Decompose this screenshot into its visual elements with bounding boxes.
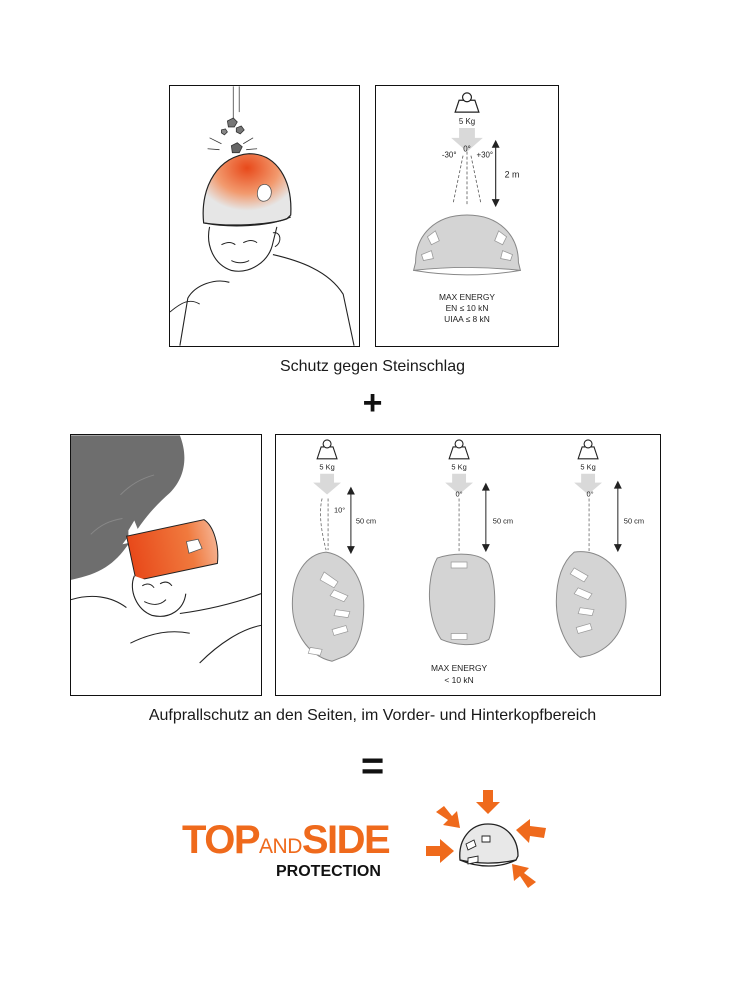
helmet-front-tilted-view (429, 554, 494, 645)
test1-weight-label: 5 Kg (319, 462, 335, 472)
drop-height-label: 2 m (504, 169, 520, 180)
helmet-impact-icon (426, 790, 546, 890)
rockfall-illustration (170, 86, 359, 346)
angle-left-label: -30° (441, 150, 457, 160)
top-and-side-logo (182, 818, 412, 888)
side-impact-test-diagram (276, 435, 660, 695)
test3-angle-label: 0° (586, 489, 594, 499)
equals-symbol: = (360, 744, 385, 788)
top-protection-caption: Schutz gegen Steinschlag (279, 358, 465, 375)
test3-weight-label: 5 Kg (580, 462, 596, 472)
test1-height-label: 50 cm (355, 516, 377, 526)
side-impact-illustration (71, 435, 261, 695)
top-energy-line-1: MAX ENERGY (439, 292, 495, 303)
helmet-rear-view (556, 552, 626, 658)
logo-and-word: AND (259, 835, 302, 858)
side-protection-caption: Aufprallschutz an den Seiten, im Vorder- und Hinterkopfbereich (148, 707, 597, 724)
top-impact-test-diagram (376, 86, 558, 346)
angle-center-label: 0° (463, 144, 471, 154)
weight-icon (449, 440, 469, 459)
weight-icon (317, 440, 337, 459)
weight-icon (455, 93, 479, 112)
side-impact-test-panel (275, 434, 661, 696)
logo-wordmark (182, 818, 389, 869)
helmet-side-view (292, 552, 363, 661)
logo-top-word: TOP (182, 818, 260, 862)
top-impact-test-panel (375, 85, 559, 347)
side-impact-illustration-panel (70, 434, 262, 696)
logo-protection-word: PROTECTION (276, 863, 381, 880)
top-energy-line-3: UIAA ≤ 8 kN (444, 313, 490, 324)
side-energy-line-1: MAX ENERGY (430, 663, 488, 674)
logo-side-word: SIDE (301, 818, 390, 862)
side-energy-line-2: < 10 kN (444, 675, 474, 686)
test1-angle-label: 10° (334, 505, 346, 515)
plus-symbol: + (362, 384, 383, 422)
helmet-icon (460, 824, 518, 866)
angle-right-label: +30° (476, 150, 494, 160)
rockfall-illustration-panel (169, 85, 360, 347)
test2-weight-label: 5 Kg (451, 462, 467, 472)
top-weight-label: 5 Kg (458, 117, 476, 127)
test2-angle-label: 0° (455, 489, 463, 499)
helmet-front-view (414, 215, 521, 275)
test3-height-label: 50 cm (623, 516, 645, 526)
top-energy-line-2: EN ≤ 10 kN (445, 302, 489, 313)
weight-icon (578, 440, 598, 459)
test2-height-label: 50 cm (492, 516, 514, 526)
